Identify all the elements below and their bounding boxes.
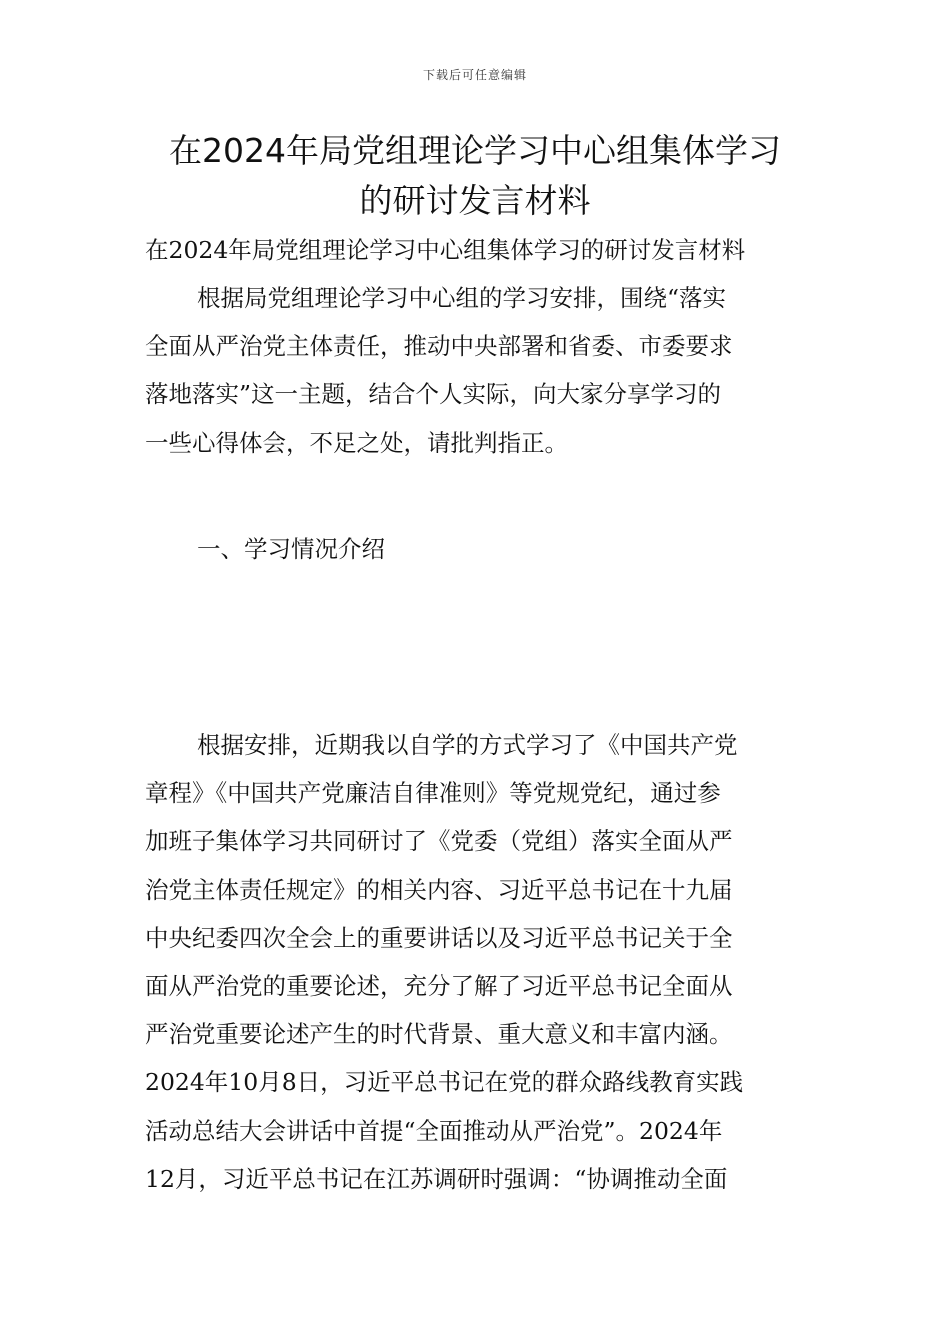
paragraph-line: 加班子集体学习共同研讨了《党委（党组）落实全面从严 [145,827,733,856]
paragraph-intro [145,274,810,467]
paragraph-line: 根据局党组理论学习中心组的学习安排，围绕“落实 [197,284,727,312]
document-title [110,126,840,226]
paragraph-line: 根据安排，近期我以自学的方式学习了《中国共产党 [197,731,738,759]
paragraph-line: 12月，习近平总书记在江苏调研时强调：“协调推动全面 [145,1164,728,1193]
header-note: 下载后可任意编辑 [422,68,527,82]
paragraph-line: 活动总结大会讲话中首提“全面推动从严治党”。2024年 [145,1116,723,1145]
section-heading [145,525,810,573]
paragraph-line: 落地落实”这一主题，结合个人实际，向大家分享学习的 [145,380,722,409]
paragraph-line: 治党主体责任规定》的相关内容、习近平总书记在十九届 [145,875,733,904]
subtitle-text [145,226,810,274]
paragraph-line: 章程》《中国共产党廉洁自律准则》等党规党纪，通过参 [145,779,721,808]
paragraph-line: 面从严治党的重要论述，充分了解了习近平总书记全面从 [145,972,733,1001]
paragraph-line: 严治党重要论述产生的时代背景、重大意义和丰富内涵。 [145,1020,733,1049]
title-line-2: 的研讨发言材料 [359,181,591,220]
paragraph-line: 一些心得体会，不足之处，请批判指正。 [145,428,568,457]
paragraph-line: 中央纪委四次全会上的重要讲话以及习近平总书记关于全 [145,923,733,952]
paragraph-line: 2024年10月8日，习近平总书记在党的群众路线教育实践 [145,1068,744,1097]
section-heading-text: 一、学习情况介绍 [197,535,385,563]
subtitle-line: 在2024年局党组理论学习中心组集体学习的研讨发言材料 [145,236,746,264]
paragraph-study [145,721,810,1203]
paragraph-line: 全面从严治党主体责任，推动中央部署和省委、市委要求 [145,332,733,361]
title-line-1: 在2024年局党组理论学习中心组集体学习 [169,131,781,170]
